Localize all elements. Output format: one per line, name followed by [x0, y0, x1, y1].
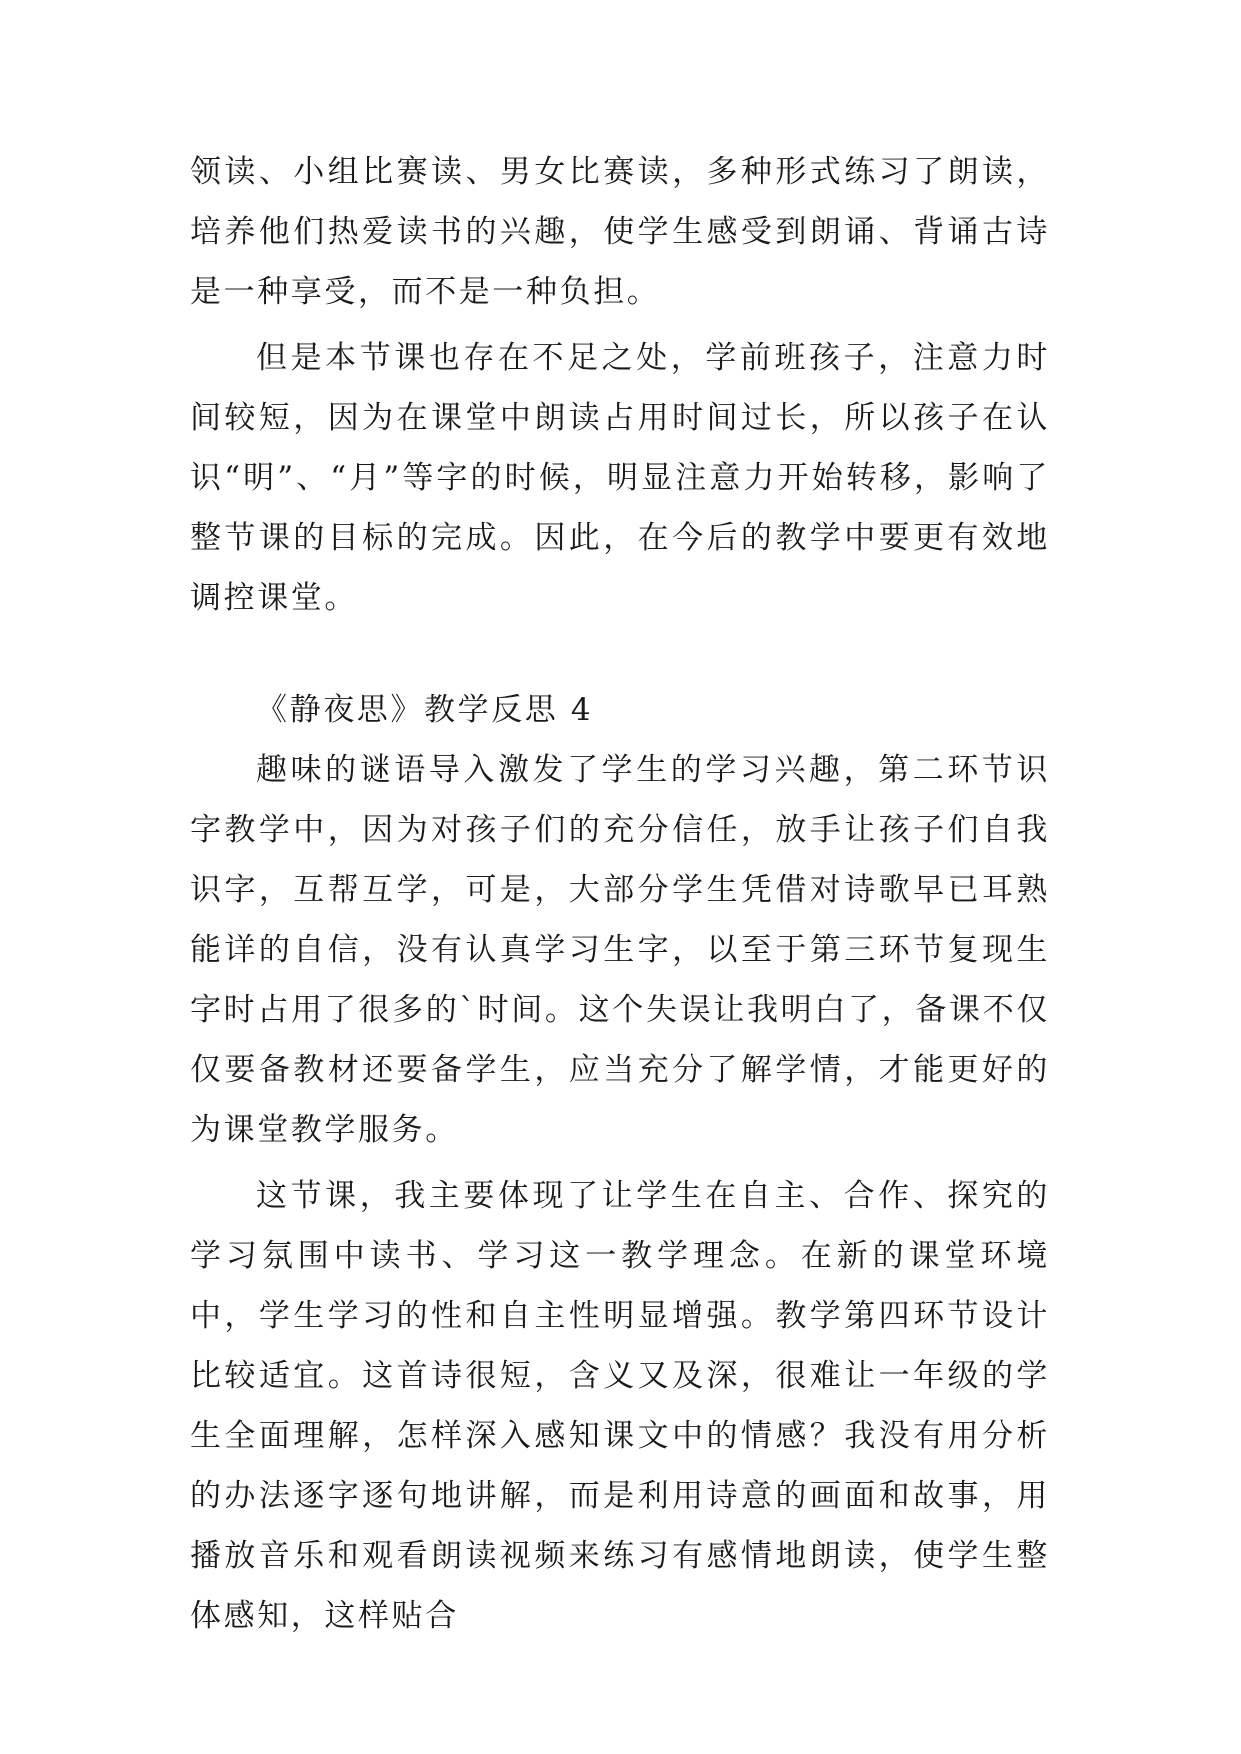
section-title: 《静夜思》教学反思 4 — [256, 692, 594, 728]
paragraph-continuation: 领读、小组比赛读、男女比赛读，多种形式练习了朗读，培养他们热爱读书的兴趣，使学生感受到朗诵、背诵古诗是一种享受，而不是一种负担。 — [190, 154, 1050, 310]
paragraph-shortcomings: 但是本节课也存在不足之处，学前班孩子，注意力时间较短，因为在课堂中朗读占用时间过长，所以孩子在认识“明”、“月”等字的时候，明显注意力开始转移，影响了整节课的目标的完成。因此，在今后的教学中要更有效地调控课堂。 — [190, 340, 1050, 616]
section-spacer — [190, 628, 1050, 680]
paragraph-riddle-intro: 趣味的谜语导入激发了学生的学习兴趣，第二环节识字教学中，因为对孩子们的充分信任，放手让孩子们自我识字，互帮互学，可是，大部分学生凭借对诗歌早已耳熟能详的自信，没有认真学习生字，以至于第三环节复现生字时占用了很多的`时间。这个失误让我明白了，备课不仅仅要备教材还要备学生，应当充分了解学情，才能更好的为课堂教学服务。 — [190, 752, 1050, 1148]
paragraph-lesson-reflection: 这节课，我主要体现了让学生在自主、合作、探究的学习氛围中读书、学习这一教学理念。在新的课堂环境中，学生学习的性和自主性明显增强。教学第四环节设计比较适宜。这首诗很短，含义又及深，很难让一年级的学生全面理解，怎样深入感知课文中的情感？我没有用分析的办法逐字逐句地讲解，而是利用诗意的画面和故事，用播放音乐和观看朗读视频来练习有感情地朗读，使学生整体感知，这样贴合 — [190, 1178, 1050, 1634]
document-body — [190, 142, 1050, 1646]
